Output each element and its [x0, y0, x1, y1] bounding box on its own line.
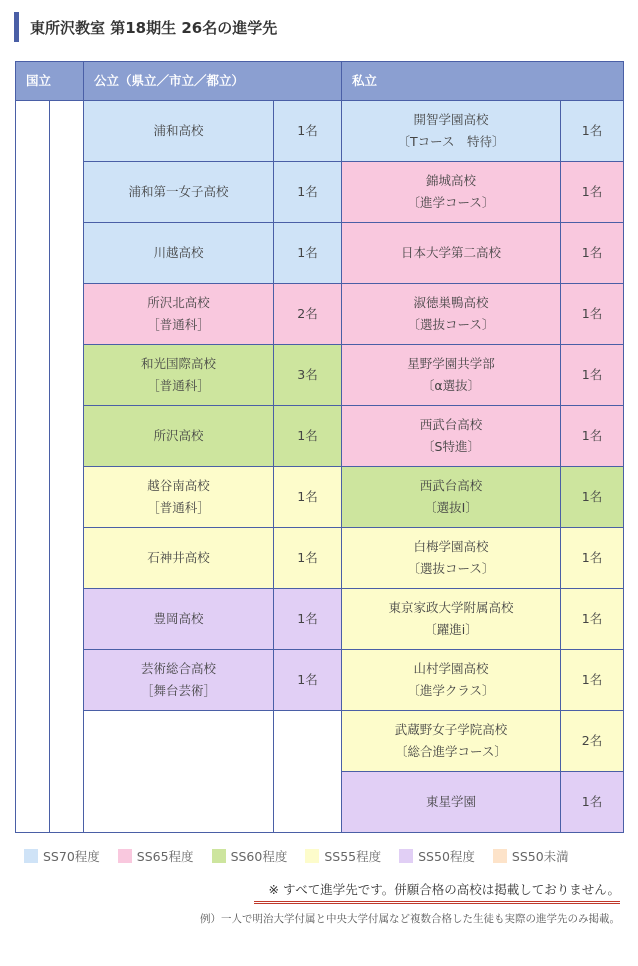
school-name: 西武台高校: [419, 478, 483, 493]
legend-item: [399, 846, 475, 866]
private-school-name-cell: [342, 223, 561, 284]
section-heading: [14, 12, 624, 42]
table-row: [16, 528, 624, 589]
school-name: 星野学園共学部: [407, 356, 495, 371]
public-count-cell: 3名: [274, 345, 342, 406]
public-school-name-cell: [84, 284, 274, 345]
legend-label: SS55程度: [324, 849, 382, 864]
private-count-cell: 1名: [561, 589, 624, 650]
national-blank-cell: [50, 101, 84, 833]
school-name: 東京家政大学附属高校: [388, 600, 514, 615]
private-school-name-cell: [342, 162, 561, 223]
private-count-cell: 1名: [561, 406, 624, 467]
public-school-name-cell: [84, 467, 274, 528]
school-course: ［普通科］: [147, 500, 210, 515]
private-school-name-cell: [342, 101, 561, 162]
public-school-name-cell: [84, 528, 274, 589]
legend-swatch: [305, 849, 319, 863]
public-school-name-cell: [84, 101, 274, 162]
school-course: 〔選抜コース〕: [407, 561, 495, 576]
private-school-name-cell: [342, 772, 561, 833]
public-school-name-cell: [84, 589, 274, 650]
legend-swatch: [399, 849, 413, 863]
school-course: ［普通科］: [147, 378, 210, 393]
table-row: [16, 345, 624, 406]
public-school-name-cell: [84, 406, 274, 467]
public-empty-cell: [84, 711, 274, 833]
school-name: 白梅学園高校: [413, 539, 489, 554]
school-name: 山村学園高校: [413, 661, 489, 676]
header-national: 国立: [16, 62, 84, 101]
private-school-name-cell: [342, 406, 561, 467]
school-name: 浦和第一女子高校: [128, 184, 229, 199]
page-title: 東所沢教室 第18期生 26名の進学先: [30, 19, 278, 37]
school-course: 〔選抜Ⅰ〕: [424, 500, 478, 515]
school-name: 所沢高校: [153, 428, 204, 443]
school-name: 芸術総合高校: [140, 661, 216, 676]
school-course: 〔選抜コース〕: [407, 317, 495, 332]
school-name: 越谷南高校: [147, 478, 210, 493]
heading-accent-bar: [14, 12, 19, 42]
legend-label: SS60程度: [230, 849, 288, 864]
note: ※ すべて進学先です。併願合格の高校は掲載しておりません。: [254, 880, 620, 904]
school-course: 〔総合進学コース〕: [395, 744, 507, 759]
school-name: 東星学園: [425, 794, 476, 809]
legend-label: SS50程度: [418, 849, 475, 864]
school-course: 〔S特進〕: [422, 439, 480, 454]
legend-swatch: [118, 849, 132, 863]
school-course: 〔進学コース〕: [407, 195, 495, 210]
private-school-name-cell: [342, 284, 561, 345]
private-count-cell: 1名: [561, 101, 624, 162]
legend-item: [118, 846, 194, 866]
table-row: [16, 711, 624, 772]
legend-swatch: [24, 849, 38, 863]
table-row: [16, 589, 624, 650]
public-count-cell: 1名: [274, 528, 342, 589]
table-header-row: [16, 62, 624, 101]
table-row: [16, 467, 624, 528]
private-count-cell: 1名: [561, 528, 624, 589]
national-blank-cell: [16, 101, 50, 833]
school-name: 錦城高校: [425, 173, 476, 188]
results-table: [15, 61, 624, 833]
private-count-cell: 1名: [561, 284, 624, 345]
table-row: [16, 101, 624, 162]
private-count-cell: 1名: [561, 223, 624, 284]
school-name: 西武台高校: [419, 417, 483, 432]
table-body: [16, 101, 624, 833]
public-count-cell: 1名: [274, 589, 342, 650]
school-name: 武蔵野女子学院高校: [394, 722, 508, 737]
private-count-cell: 1名: [561, 772, 624, 833]
legend-label: SS70程度: [43, 849, 100, 864]
school-course: 〔Tコース 特待〕: [397, 134, 505, 149]
school-name: 浦和高校: [153, 123, 204, 138]
header-public: 公立（県立／市立／都立）: [84, 62, 342, 101]
table-row: [16, 406, 624, 467]
public-empty-count-cell: [274, 711, 342, 833]
public-count-cell: 1名: [274, 162, 342, 223]
legend-label: SS65程度: [136, 849, 194, 864]
private-count-cell: 1名: [561, 650, 624, 711]
school-name: 石神井高校: [147, 550, 210, 565]
legend: [24, 846, 587, 866]
school-name: 淑徳巣鴨高校: [413, 295, 489, 310]
public-count-cell: 1名: [274, 467, 342, 528]
public-count-cell: 1名: [274, 650, 342, 711]
school-name: 川越高校: [153, 245, 204, 260]
legend-item: [24, 846, 100, 866]
private-count-cell: 1名: [561, 467, 624, 528]
school-course: 〔進学クラス〕: [407, 683, 495, 698]
table-row: [16, 284, 624, 345]
private-school-name-cell: [342, 650, 561, 711]
public-count-cell: 1名: [274, 223, 342, 284]
public-school-name-cell: [84, 345, 274, 406]
example-note: 例）一人で明治大学付属と中央大学付属など複数合格した生徒も実際の進学先のみ掲載。: [200, 913, 620, 925]
public-school-name-cell: [84, 650, 274, 711]
table-row: [16, 223, 624, 284]
school-course: ［舞台芸術］: [140, 683, 216, 698]
legend-swatch: [493, 849, 507, 863]
school-name: 開智学園高校: [413, 112, 489, 127]
public-count-cell: 1名: [274, 406, 342, 467]
school-name: 和光国際高校: [140, 356, 216, 371]
school-name: 豊岡高校: [153, 611, 204, 626]
private-count-cell: 1名: [561, 345, 624, 406]
private-school-name-cell: [342, 528, 561, 589]
school-course: 〔α選抜〕: [421, 378, 481, 393]
public-count-cell: 1名: [274, 101, 342, 162]
private-school-name-cell: [342, 711, 561, 772]
private-school-name-cell: [342, 589, 561, 650]
table-row: [16, 650, 624, 711]
public-school-name-cell: [84, 162, 274, 223]
private-school-name-cell: [342, 345, 561, 406]
school-course: ［普通科］: [147, 317, 210, 332]
school-course: 〔躍進i〕: [424, 622, 478, 637]
legend-item: [305, 846, 381, 866]
public-count-cell: 2名: [274, 284, 342, 345]
legend-swatch: [212, 849, 226, 863]
header-private: 私立: [342, 62, 624, 101]
public-school-name-cell: [84, 223, 274, 284]
private-school-name-cell: [342, 467, 561, 528]
legend-item: [212, 846, 288, 866]
school-name: 日本大学第二高校: [400, 245, 501, 260]
table-row: [16, 162, 624, 223]
private-count-cell: 2名: [561, 711, 624, 772]
private-count-cell: 1名: [561, 162, 624, 223]
legend-item: [493, 846, 569, 866]
legend-label: SS50未満: [511, 849, 569, 864]
school-name: 所沢北高校: [147, 295, 210, 310]
